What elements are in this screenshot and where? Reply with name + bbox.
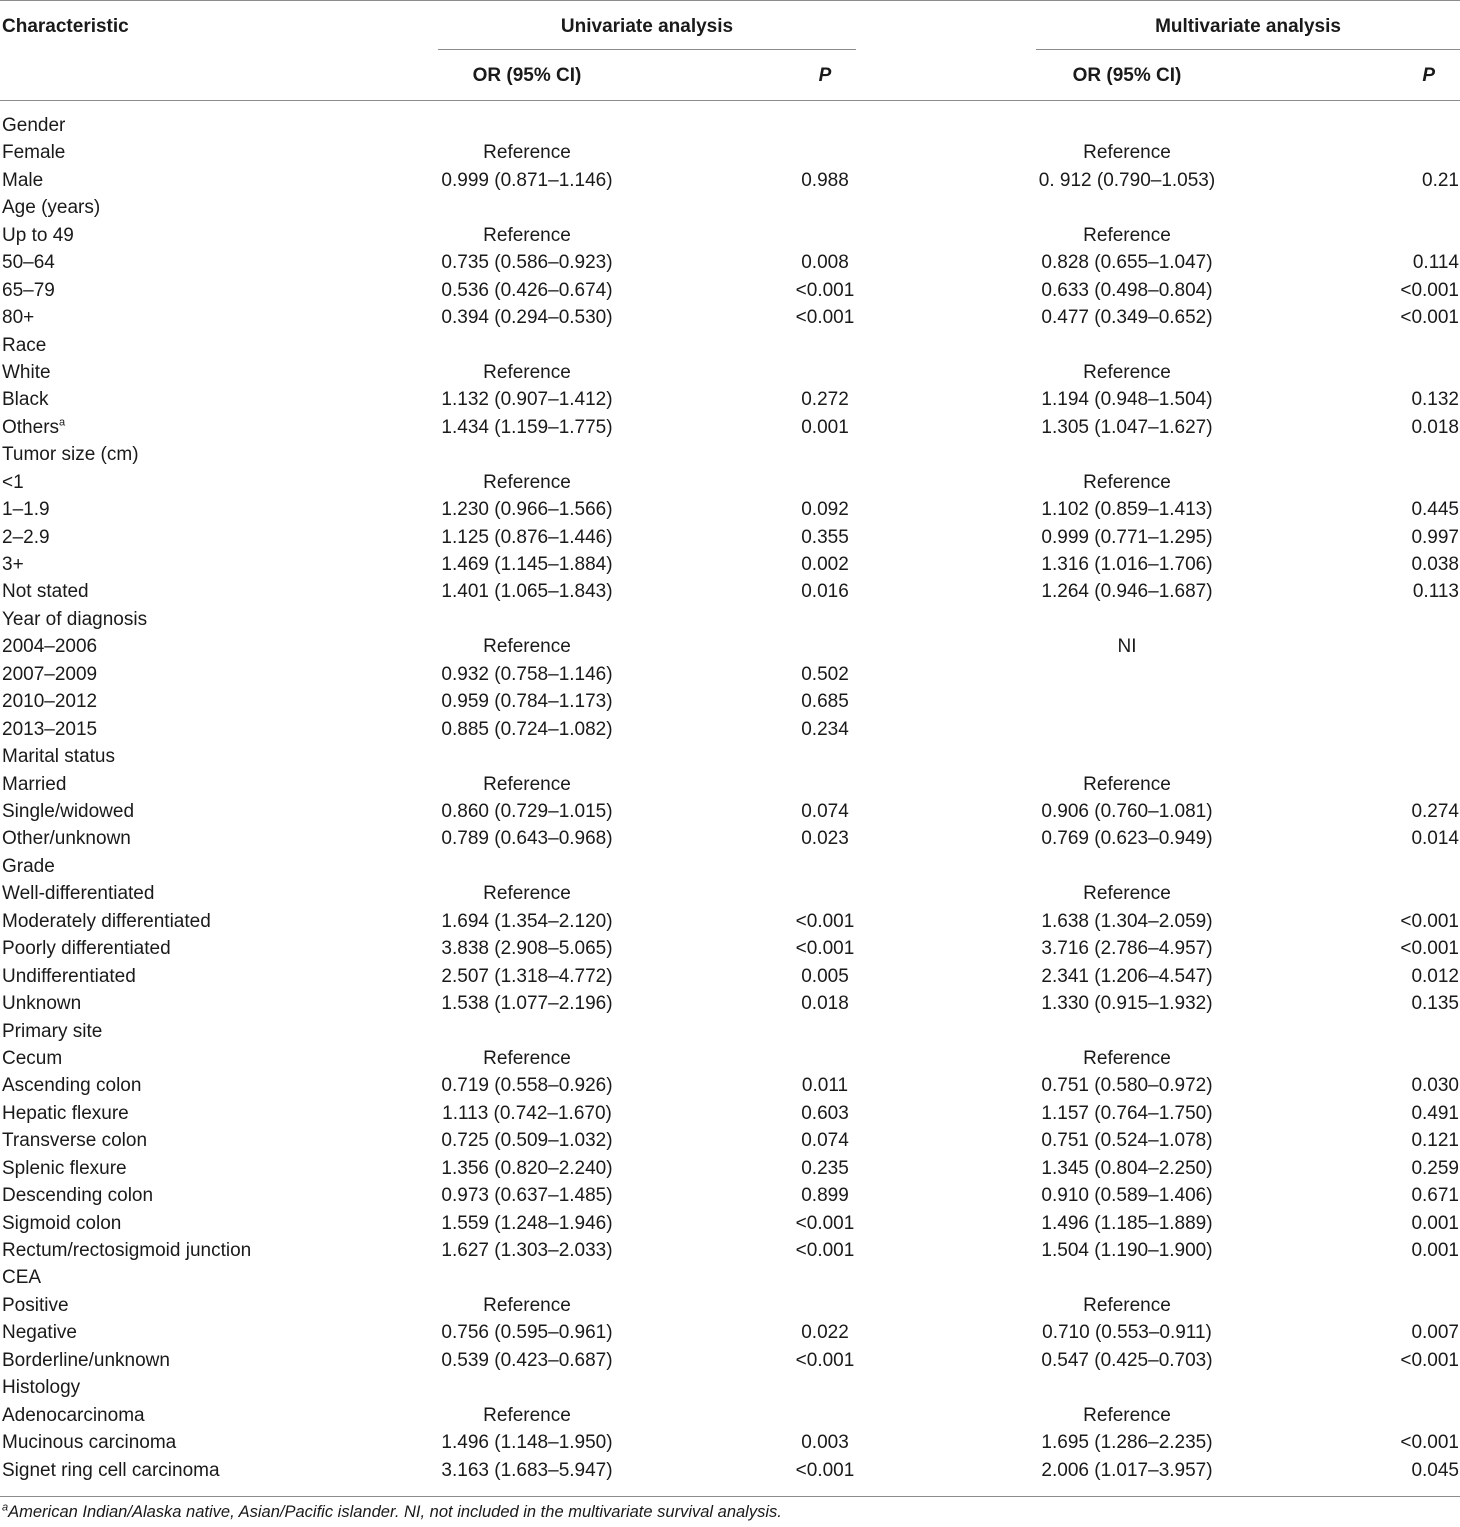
multivariate-or-cell: 0.828 (0.655–1.047) bbox=[1041, 252, 1213, 274]
multivariate-p-cell: 0.114 bbox=[1412, 252, 1459, 274]
table-row bbox=[0, 386, 1460, 413]
row-characteristic: Primary site bbox=[2, 1020, 103, 1042]
multivariate-or-cell: 1.496 (1.185–1.889) bbox=[1041, 1212, 1213, 1234]
univariate-or-cell: Reference bbox=[483, 1047, 571, 1069]
row-characteristic: Mucinous carcinoma bbox=[2, 1432, 177, 1454]
table-row bbox=[0, 249, 1460, 276]
univariate-or-cell: 0.394 (0.294–0.530) bbox=[441, 307, 613, 329]
multivariate-p-cell: 0.012 bbox=[1411, 965, 1459, 987]
multivariate-or-cell: Reference bbox=[1083, 883, 1171, 905]
row-characteristic: Poorly differentiated bbox=[2, 938, 171, 960]
univariate-p-cell: <0.001 bbox=[795, 279, 855, 301]
multivariate-p-cell: 0.014 bbox=[1411, 828, 1459, 850]
table-row bbox=[0, 167, 1460, 194]
univariate-p-cell: 0.002 bbox=[801, 554, 849, 576]
table-row bbox=[0, 1374, 1460, 1401]
univariate-p-cell: 0.272 bbox=[801, 389, 849, 411]
table-row bbox=[0, 1402, 1460, 1429]
multivariate-or-cell: 1.638 (1.304–2.059) bbox=[1041, 910, 1213, 932]
univariate-or-cell: 0.959 (0.784–1.173) bbox=[441, 691, 613, 713]
row-characteristic: Marital status bbox=[2, 746, 115, 768]
row-characteristic: Not stated bbox=[2, 581, 89, 603]
univariate-or-cell: Reference bbox=[483, 1294, 571, 1316]
row-characteristic: White bbox=[2, 361, 51, 383]
table-row bbox=[0, 524, 1460, 551]
header-univariate-or: OR (95% CI) bbox=[472, 65, 582, 86]
multivariate-p-cell: 0.491 bbox=[1411, 1102, 1459, 1124]
univariate-p-cell: 0.074 bbox=[801, 1130, 849, 1152]
univariate-or-cell: Reference bbox=[483, 636, 571, 658]
row-characteristic: Year of diagnosis bbox=[2, 608, 148, 630]
row-characteristic: Tumor size (cm) bbox=[2, 444, 139, 466]
row-characteristic: Black bbox=[2, 389, 49, 411]
header-multivariate-or: OR (95% CI) bbox=[1072, 65, 1182, 86]
multivariate-or-cell: 1.316 (1.016–1.706) bbox=[1041, 554, 1213, 576]
row-characteristic: 80+ bbox=[2, 307, 35, 329]
row-characteristic: Up to 49 bbox=[2, 224, 74, 246]
table-row bbox=[0, 880, 1460, 907]
univariate-or-cell: 0.860 (0.729–1.015) bbox=[441, 801, 613, 822]
univariate-p-cell: 0.003 bbox=[801, 1432, 849, 1454]
table-bottom-rule bbox=[0, 1496, 1460, 1497]
table-row bbox=[0, 469, 1460, 496]
multivariate-or-cell: 2.006 (1.017–3.957) bbox=[1041, 1459, 1213, 1481]
table-row bbox=[0, 112, 1460, 139]
univariate-p-cell: 0.008 bbox=[801, 252, 849, 274]
univariate-or-cell: 0.725 (0.509–1.032) bbox=[441, 1130, 613, 1152]
univariate-p-cell: 0.022 bbox=[801, 1322, 849, 1344]
table-row bbox=[0, 359, 1460, 386]
row-characteristic: 3+ bbox=[2, 554, 24, 576]
multivariate-or-cell: 1.345 (0.804–2.250) bbox=[1041, 1157, 1213, 1179]
univariate-p-cell: 0.234 bbox=[801, 718, 849, 740]
header-univariate-p: P bbox=[818, 65, 832, 86]
row-characteristic: 2004–2006 bbox=[2, 636, 98, 658]
univariate-or-cell: 0.756 (0.595–0.961) bbox=[441, 1322, 613, 1344]
multivariate-or-cell: 0.999 (0.771–1.295) bbox=[1041, 526, 1213, 548]
multivariate-p-cell: 0.001 bbox=[1411, 1212, 1459, 1234]
table-row bbox=[0, 496, 1460, 523]
table-row bbox=[0, 441, 1460, 468]
multivariate-p-cell: <0.001 bbox=[1400, 1349, 1459, 1371]
multivariate-p-cell: 0.671 bbox=[1411, 1185, 1459, 1207]
footnote-text: American Indian/Alaska native, Asian/Pacific islander. NI, not included in the multivariate survival analysis. bbox=[8, 1503, 782, 1521]
multivariate-p-cell: <0.001 bbox=[1400, 938, 1459, 960]
table-row bbox=[0, 304, 1460, 331]
table-row bbox=[0, 853, 1460, 880]
univariate-or-cell: Reference bbox=[483, 883, 571, 905]
multivariate-p-cell: 0.259 bbox=[1411, 1157, 1459, 1179]
row-characteristic: 50–64 bbox=[2, 252, 55, 274]
row-characteristic: Transverse colon bbox=[2, 1130, 148, 1152]
univariate-or-cell: 0.932 (0.758–1.146) bbox=[441, 663, 613, 685]
row-characteristic: Grade bbox=[2, 855, 55, 877]
multivariate-p-cell: 0.445 bbox=[1411, 499, 1459, 521]
multivariate-or-cell: Reference bbox=[1083, 471, 1171, 493]
table-row bbox=[0, 277, 1460, 304]
univariate-or-cell: 1.356 (0.820–2.240) bbox=[441, 1157, 613, 1179]
header-univariate: Univariate analysis bbox=[560, 16, 734, 37]
row-characteristic: Adenocarcinoma bbox=[2, 1404, 145, 1426]
univariate-or-cell: Reference bbox=[483, 773, 571, 795]
row-characteristic: 1–1.9 bbox=[2, 499, 50, 521]
univariate-or-cell: 0.789 (0.643–0.968) bbox=[441, 828, 613, 850]
row-characteristic: Well-differentiated bbox=[2, 883, 155, 905]
univariate-or-cell: Reference bbox=[483, 224, 571, 246]
row-characteristic: 2007–2009 bbox=[2, 663, 98, 685]
multivariate-or-cell: Reference bbox=[1083, 361, 1171, 383]
univariate-p-cell: <0.001 bbox=[795, 1212, 855, 1234]
table-row bbox=[0, 1210, 1460, 1237]
univariate-p-cell: 0.016 bbox=[801, 581, 849, 603]
row-characteristic: Hepatic flexure bbox=[2, 1102, 129, 1124]
table-row bbox=[0, 771, 1460, 798]
univariate-or-cell: 1.401 (1.065–1.843) bbox=[441, 581, 613, 603]
univariate-or-cell: 0.973 (0.637–1.485) bbox=[441, 1185, 613, 1207]
multivariate-or-cell: 0.633 (0.498–0.804) bbox=[1041, 279, 1213, 301]
multivariate-p-cell: 0.121 bbox=[1411, 1130, 1459, 1152]
row-characteristic: Rectum/rectosigmoid junction bbox=[2, 1240, 252, 1262]
univariate-or-cell: 1.132 (0.907–1.412) bbox=[441, 389, 613, 411]
univariate-p-cell: 0.011 bbox=[801, 1075, 849, 1097]
table-row bbox=[0, 194, 1460, 221]
univariate-or-cell: 2.507 (1.318–4.772) bbox=[441, 965, 613, 987]
header-multivariate-p: P bbox=[1422, 65, 1435, 86]
univariate-p-cell: <0.001 bbox=[795, 307, 855, 329]
row-characteristic: Ascending colon bbox=[2, 1075, 142, 1097]
univariate-or-cell: 1.496 (1.148–1.950) bbox=[441, 1432, 613, 1454]
row-characteristic: 2013–2015 bbox=[2, 718, 98, 740]
multivariate-rule bbox=[1036, 49, 1460, 50]
table-row bbox=[0, 1155, 1460, 1182]
univariate-p-cell: <0.001 bbox=[795, 1459, 855, 1481]
footnote bbox=[2, 1503, 782, 1522]
univariate-p-cell: 0.502 bbox=[801, 663, 849, 685]
univariate-or-cell: 0.735 (0.586–0.923) bbox=[441, 252, 613, 274]
multivariate-or-cell: 1.157 (0.764–1.750) bbox=[1041, 1102, 1213, 1124]
univariate-rule bbox=[438, 49, 856, 50]
multivariate-p-cell: 0.274 bbox=[1411, 801, 1459, 822]
table-row bbox=[0, 935, 1460, 962]
row-characteristic: Negative bbox=[2, 1322, 77, 1344]
row-characteristic: 65–79 bbox=[2, 279, 55, 301]
table-row bbox=[0, 551, 1460, 578]
table-row bbox=[0, 1072, 1460, 1099]
univariate-or-cell: 0.885 (0.724–1.082) bbox=[441, 718, 613, 740]
multivariate-or-cell: 0.751 (0.524–1.078) bbox=[1041, 1130, 1213, 1152]
univariate-p-cell: 0.685 bbox=[801, 691, 849, 713]
univariate-or-cell: 1.230 (0.966–1.566) bbox=[441, 499, 613, 521]
row-characteristic: CEA bbox=[2, 1267, 42, 1289]
row-characteristic: Unknown bbox=[2, 993, 82, 1015]
multivariate-p-cell: 0.030 bbox=[1411, 1075, 1459, 1097]
multivariate-or-cell: 1.695 (1.286–2.235) bbox=[1041, 1432, 1213, 1454]
row-characteristic: Moderately differentiated bbox=[2, 910, 211, 932]
multivariate-or-cell: 1.504 (1.190–1.900) bbox=[1041, 1240, 1213, 1262]
multivariate-or-cell: 0.910 (0.589–1.406) bbox=[1041, 1185, 1213, 1207]
multivariate-p-cell: 0.132 bbox=[1411, 389, 1459, 411]
multivariate-p-cell: 0.018 bbox=[1411, 416, 1459, 438]
table-row bbox=[0, 688, 1460, 715]
multivariate-or-cell: 0. 912 (0.790–1.053) bbox=[1038, 169, 1216, 191]
univariate-p-cell: 0.235 bbox=[801, 1157, 849, 1179]
table-row bbox=[0, 222, 1460, 249]
univariate-or-cell: 1.113 (0.742–1.670) bbox=[442, 1102, 612, 1124]
multivariate-p-cell: 0.007 bbox=[1411, 1322, 1459, 1344]
multivariate-or-cell: 1.102 (0.859–1.413) bbox=[1041, 499, 1213, 521]
table-row bbox=[0, 1018, 1460, 1045]
univariate-p-cell: 0.988 bbox=[801, 169, 849, 191]
row-characteristic: Others$^a$ bbox=[2, 416, 66, 438]
univariate-or-cell: Reference bbox=[483, 471, 571, 493]
table-row bbox=[0, 578, 1460, 605]
footnote-marker: a bbox=[59, 416, 66, 429]
header-characteristic: Characteristic bbox=[2, 16, 129, 37]
row-characteristic: Race bbox=[2, 334, 47, 356]
univariate-or-cell: 0.719 (0.558–0.926) bbox=[441, 1075, 613, 1097]
multivariate-p-cell: 0.038 bbox=[1411, 554, 1459, 576]
univariate-p-cell: 0.092 bbox=[801, 499, 849, 521]
table-row bbox=[0, 1457, 1460, 1484]
univariate-or-cell: 3.163 (1.683–5.947) bbox=[441, 1459, 613, 1481]
table-row bbox=[0, 1127, 1460, 1154]
table-row bbox=[0, 798, 1460, 825]
univariate-or-cell: 1.627 (1.303–2.033) bbox=[441, 1240, 613, 1262]
multivariate-p-cell: <0.001 bbox=[1400, 307, 1459, 329]
univariate-p-cell: <0.001 bbox=[795, 910, 855, 932]
univariate-or-cell: 0.536 (0.426–0.674) bbox=[441, 279, 613, 301]
multivariate-or-cell: 0.906 (0.760–1.081) bbox=[1041, 801, 1213, 822]
footnote-marker: a bbox=[2, 1501, 9, 1514]
multivariate-or-cell: 1.194 (0.948–1.504) bbox=[1041, 389, 1213, 411]
multivariate-or-cell: Reference bbox=[1083, 1294, 1171, 1316]
row-characteristic: Positive bbox=[2, 1294, 69, 1316]
multivariate-or-cell: Reference bbox=[1083, 1404, 1171, 1426]
multivariate-p-cell: <0.001 bbox=[1400, 910, 1459, 932]
table-row bbox=[0, 1264, 1460, 1291]
row-characteristic: Signet ring cell carcinoma bbox=[2, 1459, 220, 1481]
table-row bbox=[0, 1319, 1460, 1346]
multivariate-p-cell: 0.21 bbox=[1422, 169, 1459, 191]
multivariate-or-cell: NI bbox=[1117, 636, 1137, 658]
table-row bbox=[0, 825, 1460, 852]
univariate-or-cell: 1.125 (0.876–1.446) bbox=[441, 526, 613, 548]
multivariate-or-cell: 1.264 (0.946–1.687) bbox=[1041, 581, 1213, 603]
multivariate-or-cell: Reference bbox=[1083, 1047, 1171, 1069]
row-characteristic: Other/unknown bbox=[2, 828, 131, 850]
row-characteristic: 2010–2012 bbox=[2, 691, 98, 713]
univariate-p-cell: 0.001 bbox=[801, 416, 849, 438]
univariate-or-cell: Reference bbox=[483, 142, 571, 164]
multivariate-p-cell: 0.997 bbox=[1411, 526, 1459, 548]
row-characteristic: <1 bbox=[2, 471, 24, 493]
univariate-p-cell: 0.005 bbox=[801, 965, 849, 987]
row-characteristic: Histology bbox=[2, 1377, 81, 1399]
row-characteristic: Descending colon bbox=[2, 1185, 154, 1207]
univariate-p-cell: 0.018 bbox=[801, 993, 849, 1015]
table-row bbox=[0, 332, 1460, 359]
row-characteristic: Borderline/unknown bbox=[2, 1349, 170, 1371]
table-row bbox=[0, 414, 1460, 441]
multivariate-or-cell: 0.477 (0.349–0.652) bbox=[1041, 307, 1213, 329]
multivariate-or-cell: 0.751 (0.580–0.972) bbox=[1041, 1075, 1213, 1097]
header-multivariate: Multivariate analysis bbox=[1155, 16, 1341, 37]
row-characteristic: Cecum bbox=[2, 1047, 63, 1069]
table-top-rule bbox=[0, 0, 1460, 1]
multivariate-p-cell: 0.001 bbox=[1411, 1240, 1459, 1262]
univariate-or-cell: 1.559 (1.248–1.946) bbox=[441, 1212, 613, 1234]
table-row bbox=[0, 990, 1460, 1017]
univariate-p-cell: 0.023 bbox=[801, 828, 849, 850]
univariate-or-cell: 1.538 (1.077–2.196) bbox=[441, 993, 613, 1015]
multivariate-p-cell: 0.113 bbox=[1412, 581, 1459, 603]
univariate-or-cell: 0.539 (0.423–0.687) bbox=[441, 1349, 613, 1371]
table-row bbox=[0, 716, 1460, 743]
table-row bbox=[0, 139, 1460, 166]
row-characteristic: Female bbox=[2, 142, 66, 164]
multivariate-or-cell: 0.547 (0.425–0.703) bbox=[1041, 1349, 1213, 1371]
multivariate-p-cell: 0.045 bbox=[1411, 1459, 1459, 1481]
table-row bbox=[0, 1045, 1460, 1072]
univariate-or-cell: Reference bbox=[483, 1404, 571, 1426]
multivariate-or-cell: Reference bbox=[1083, 224, 1171, 246]
multivariate-or-cell: 3.716 (2.786–4.957) bbox=[1041, 938, 1213, 960]
header-bottom-rule bbox=[0, 100, 1460, 101]
row-characteristic: Gender bbox=[2, 115, 66, 136]
row-characteristic: 2–2.9 bbox=[2, 526, 50, 548]
table-row bbox=[0, 1182, 1460, 1209]
table-row bbox=[0, 1100, 1460, 1127]
table-row bbox=[0, 633, 1460, 660]
univariate-or-cell: 1.469 (1.145–1.884) bbox=[441, 554, 613, 576]
row-characteristic: Married bbox=[2, 773, 67, 795]
univariate-p-cell: 0.603 bbox=[801, 1102, 849, 1124]
multivariate-p-cell: <0.001 bbox=[1400, 279, 1459, 301]
univariate-or-cell: 3.838 (2.908–5.065) bbox=[441, 938, 613, 960]
table-row bbox=[0, 743, 1460, 770]
table-row bbox=[0, 661, 1460, 688]
multivariate-p-cell: 0.135 bbox=[1411, 993, 1459, 1015]
table-row bbox=[0, 1292, 1460, 1319]
row-characteristic: Undifferentiated bbox=[2, 965, 136, 987]
table-row bbox=[0, 908, 1460, 935]
row-characteristic: Age (years) bbox=[2, 197, 101, 219]
multivariate-p-cell: <0.001 bbox=[1400, 1432, 1459, 1454]
multivariate-or-cell: 1.330 (0.915–1.932) bbox=[1041, 993, 1213, 1015]
row-characteristic: Splenic flexure bbox=[2, 1157, 127, 1179]
row-characteristic: Sigmoid colon bbox=[2, 1212, 122, 1234]
multivariate-or-cell: 0.769 (0.623–0.949) bbox=[1041, 828, 1213, 850]
multivariate-or-cell: 0.710 (0.553–0.911) bbox=[1042, 1322, 1212, 1344]
univariate-p-cell: <0.001 bbox=[795, 1349, 855, 1371]
multivariate-or-cell: 1.305 (1.047–1.627) bbox=[1041, 416, 1213, 438]
table-row bbox=[0, 1237, 1460, 1264]
univariate-or-cell: Reference bbox=[483, 361, 571, 383]
table-row bbox=[0, 1429, 1460, 1456]
table-row bbox=[0, 606, 1460, 633]
univariate-p-cell: <0.001 bbox=[795, 938, 855, 960]
multivariate-or-cell: Reference bbox=[1083, 773, 1171, 795]
multivariate-or-cell: 2.341 (1.206–4.547) bbox=[1041, 965, 1213, 987]
univariate-or-cell: 0.999 (0.871–1.146) bbox=[441, 169, 613, 191]
univariate-p-cell: <0.001 bbox=[795, 1240, 855, 1262]
row-characteristic: Male bbox=[2, 169, 44, 191]
table-row bbox=[0, 1347, 1460, 1374]
univariate-or-cell: 1.694 (1.354–2.120) bbox=[441, 910, 613, 932]
univariate-or-cell: 1.434 (1.159–1.775) bbox=[441, 416, 613, 438]
univariate-p-cell: 0.074 bbox=[801, 801, 849, 822]
table-row bbox=[0, 963, 1460, 990]
multivariate-or-cell: Reference bbox=[1083, 142, 1171, 164]
univariate-p-cell: 0.355 bbox=[801, 526, 849, 548]
row-characteristic: Single/widowed bbox=[2, 801, 135, 822]
univariate-p-cell: 0.899 bbox=[801, 1185, 849, 1207]
